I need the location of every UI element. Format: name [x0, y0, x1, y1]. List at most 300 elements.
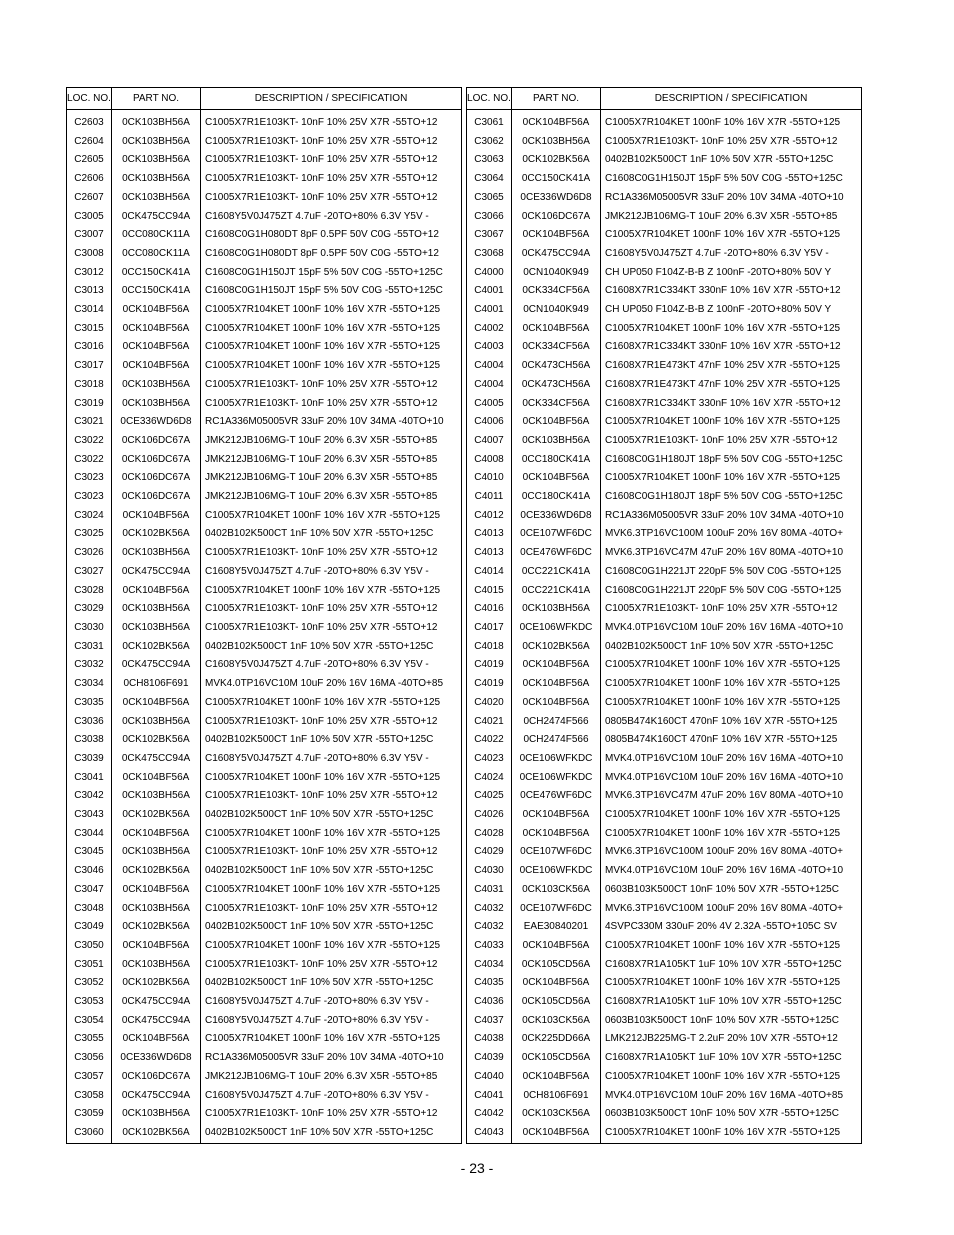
- part-no-cell: 0CE107WF6DC: [512, 525, 601, 544]
- part-no-cell: 0CK103BH56A: [112, 170, 201, 189]
- description-cell: C1005X7R1E103KT- 10nF 10% 25V X7R -55TO+12: [605, 135, 838, 147]
- table-row: [467, 974, 861, 993]
- part-no-cell: 0CH8106F691: [512, 1087, 601, 1106]
- loc-no-cell: C3057: [67, 1068, 112, 1087]
- part-no-cell: 0CK475CC94A: [112, 656, 201, 675]
- loc-no-cell: C4010: [467, 469, 512, 488]
- loc-no-cell: C4000: [467, 264, 512, 283]
- part-no-cell: 0CK104BF56A: [112, 301, 201, 320]
- description-cell: C1005X7R1E103KT- 10nF 10% 25V X7R -55TO+12: [605, 434, 838, 446]
- part-no-cell: 0CK103BH56A: [112, 133, 201, 152]
- table-row: [67, 843, 461, 862]
- description-cell: C1608X7R1C334KT 330nF 10% 16V X7R -55TO+12: [605, 341, 841, 353]
- table-row: [467, 507, 861, 526]
- table-row: [467, 806, 861, 825]
- description-cell: C1608C0G1H150JT 15pF 5% 50V C0G -55TO+125C: [205, 285, 443, 297]
- part-no-cell: 0CK103BH56A: [112, 713, 201, 732]
- description-cell: JMK212JB106MG-T 10uF 20% 6.3V X5R -55TO+85: [205, 1070, 438, 1082]
- loc-no-cell: C4022: [467, 731, 512, 750]
- description-cell: 0402B102K500CT 1nF 10% 50V X7R -55TO+125C: [205, 977, 434, 989]
- table-row: [67, 413, 461, 432]
- loc-no-cell: C4030: [467, 862, 512, 881]
- description-cell: 4SVPC330M 330uF 20% 4V 2.32A -55TO+105C SV: [605, 921, 837, 933]
- part-no-cell: 0CK225DD66A: [512, 1030, 601, 1049]
- table-row: [67, 825, 461, 844]
- description-cell: C1005X7R104KET 100nF 10% 16V X7R -55TO+125: [205, 304, 441, 316]
- part-no-cell: 0CK104BF56A: [112, 507, 201, 526]
- table-row: [467, 301, 861, 320]
- loc-no-cell: C3067: [467, 226, 512, 245]
- loc-no-cell: C3012: [67, 264, 112, 283]
- loc-no-cell: C4013: [467, 544, 512, 563]
- table-row: [67, 582, 461, 601]
- table-row: [67, 301, 461, 320]
- table-row: [467, 563, 861, 582]
- table-row: [67, 226, 461, 245]
- loc-no-cell: C3005: [67, 208, 112, 227]
- description-cell: C1005X7R104KET 100nF 10% 16V X7R -55TO+125: [605, 678, 841, 690]
- description-cell: C1005X7R104KET 100nF 10% 16V X7R -55TO+125: [205, 341, 441, 353]
- table-row: [67, 956, 461, 975]
- loc-no-cell: C3061: [467, 110, 512, 133]
- part-no-cell: 0CK104BF56A: [512, 320, 601, 339]
- loc-no-cell: C3027: [67, 563, 112, 582]
- description-cell: MVK4.0TP16VC10M 10uF 20% 16V 16MA -40TO+10: [605, 621, 844, 633]
- description-cell: MVK4.0TP16VC10M 10uF 20% 16V 16MA -40TO+10: [605, 771, 844, 783]
- part-no-cell: 0CK104BF56A: [112, 582, 201, 601]
- part-no-cell: 0CE476WF6DC: [512, 787, 601, 806]
- description-cell: 0402B102K500CT 1nF 10% 50V X7R -55TO+125C: [605, 640, 834, 652]
- table-row: [67, 451, 461, 470]
- loc-no-cell: C3046: [67, 862, 112, 881]
- table-row: [467, 264, 861, 283]
- table-body-left: [67, 110, 461, 1143]
- loc-no-cell: C4003: [467, 338, 512, 357]
- loc-no-cell: C4032: [467, 900, 512, 919]
- loc-no-cell: C4002: [467, 320, 512, 339]
- part-no-cell: 0CK102BK56A: [112, 974, 201, 993]
- table-row: [467, 488, 861, 507]
- part-no-cell: 0CK102BK56A: [112, 806, 201, 825]
- loc-no-cell: C4019: [467, 656, 512, 675]
- description-cell: C1005X7R104KET 100nF 10% 16V X7R -55TO+125: [205, 360, 441, 372]
- part-no-cell: 0CK105CD56A: [512, 956, 601, 975]
- description-cell: C1005X7R1E103KT- 10nF 10% 25V X7R -55TO+12: [205, 397, 438, 409]
- loc-no-cell: C3014: [67, 301, 112, 320]
- table-row: [467, 713, 861, 732]
- table-row: [67, 787, 461, 806]
- description-cell: C1608Y5V0J475ZT 4.7uF -20TO+80% 6.3V Y5V -: [205, 996, 429, 1008]
- loc-no-cell: C3015: [67, 320, 112, 339]
- table-row: [467, 1068, 861, 1087]
- loc-no-cell: C3039: [67, 750, 112, 769]
- part-no-cell: 0CK334CF56A: [512, 282, 601, 301]
- description-cell: C1608Y5V0J475ZT 4.7uF -20TO+80% 6.3V Y5V -: [205, 210, 429, 222]
- loc-no-cell: C3021: [67, 413, 112, 432]
- loc-no-cell: C4023: [467, 750, 512, 769]
- part-no-cell: 0CC080CK11A: [112, 245, 201, 264]
- table-row: [467, 993, 861, 1012]
- loc-no-cell: C3031: [67, 638, 112, 657]
- loc-no-cell: C3059: [67, 1105, 112, 1124]
- part-no-cell: 0CK104BF56A: [512, 110, 601, 133]
- description-cell: C1608Y5V0J475ZT 4.7uF -20TO+80% 6.3V Y5V -: [605, 247, 829, 259]
- part-no-cell: 0CK104BF56A: [112, 769, 201, 788]
- loc-no-cell: C4042: [467, 1105, 512, 1124]
- table-row: [67, 151, 461, 170]
- description-cell: C1608C0G1H221JT 220pF 5% 50V C0G -55TO+125: [605, 565, 842, 577]
- part-no-cell: 0CK104BF56A: [512, 937, 601, 956]
- part-no-cell: 0CK104BF56A: [112, 338, 201, 357]
- table-body-right: [467, 110, 861, 1143]
- part-no-cell: 0CK104BF56A: [512, 675, 601, 694]
- description-cell: C1005X7R104KET 100nF 10% 16V X7R -55TO+125: [205, 1033, 441, 1045]
- description-cell: MVK4.0TP16VC10M 10uF 20% 16V 16MA -40TO+85: [205, 678, 444, 690]
- description-cell: JMK212JB106MG-T 10uF 20% 6.3V X5R -55TO+85: [205, 453, 438, 465]
- part-no-cell: 0CC221CK41A: [512, 582, 601, 601]
- table-row: [467, 619, 861, 638]
- table-row: [67, 750, 461, 769]
- description-cell: 0402B102K500CT 1nF 10% 50V X7R -55TO+125C: [205, 921, 434, 933]
- loc-no-cell: C3023: [67, 469, 112, 488]
- description-cell: C1005X7R104KET 100nF 10% 16V X7R -55TO+125: [205, 584, 441, 596]
- loc-no-cell: C3054: [67, 1012, 112, 1031]
- table-row: [467, 1012, 861, 1031]
- part-no-cell: 0CE336WD6D8: [512, 507, 601, 526]
- description-cell: C1005X7R104KET 100nF 10% 16V X7R -55TO+125: [205, 509, 441, 521]
- part-no-cell: 0CK103BH56A: [112, 151, 201, 170]
- description-cell: C1005X7R104KET 100nF 10% 16V X7R -55TO+125: [605, 229, 841, 241]
- table-row: [467, 937, 861, 956]
- table-row: [467, 226, 861, 245]
- loc-no-cell: C4016: [467, 600, 512, 619]
- part-no-cell: 0CC150CK41A: [112, 264, 201, 283]
- table-row: [467, 320, 861, 339]
- part-no-cell: 0CK104BF56A: [512, 974, 601, 993]
- part-no-cell: 0CC180CK41A: [512, 451, 601, 470]
- description-cell: JMK212JB106MG-T 10uF 20% 6.3V X5R -55TO+85: [205, 434, 438, 446]
- part-no-cell: 0CE106WFKDC: [512, 619, 601, 638]
- loc-no-cell: C3028: [67, 582, 112, 601]
- part-no-cell: 0CK106DC67A: [112, 488, 201, 507]
- description-cell: 0603B103K500CT 10nF 10% 50V X7R -55TO+125C: [605, 1014, 839, 1026]
- part-no-cell: 0CK473CH56A: [512, 357, 601, 376]
- part-no-cell: 0CE107WF6DC: [512, 900, 601, 919]
- description-cell: C1608C0G1H221JT 220pF 5% 50V C0G -55TO+125: [605, 584, 842, 596]
- table-row: [467, 170, 861, 189]
- description-cell: LMK212JB225MG-T 2.2uF 20% 10V X7R -55TO+12: [605, 1033, 838, 1045]
- description-cell: 0805B474K160CT 470nF 10% 16V X7R -55TO+125: [605, 715, 838, 727]
- loc-no-cell: C3051: [67, 956, 112, 975]
- part-no-cell: 0CK475CC94A: [112, 208, 201, 227]
- description-cell: C1005X7R1E103KT- 10nF 10% 25V X7R -55TO+12: [205, 173, 438, 185]
- loc-no-cell: C4018: [467, 638, 512, 657]
- loc-no-cell: C3036: [67, 713, 112, 732]
- loc-no-cell: C4021: [467, 713, 512, 732]
- loc-no-cell: C4041: [467, 1087, 512, 1106]
- loc-no-cell: C4028: [467, 825, 512, 844]
- part-no-cell: 0CE336WD6D8: [512, 189, 601, 208]
- part-no-cell: 0CK334CF56A: [512, 338, 601, 357]
- table-row: [467, 432, 861, 451]
- table-row: [67, 563, 461, 582]
- description-cell: MVK6.3TP16VC100M 100uF 20% 16V 80MA -40TO+: [605, 846, 844, 858]
- table-row: [67, 488, 461, 507]
- loc-no-cell: C3030: [67, 619, 112, 638]
- part-no-cell: 0CK475CC94A: [112, 563, 201, 582]
- part-no-cell: 0CK104BF56A: [512, 825, 601, 844]
- part-no-cell: 0CE106WFKDC: [512, 862, 601, 881]
- part-no-cell: 0CK103BH56A: [112, 544, 201, 563]
- loc-no-cell: C3019: [67, 395, 112, 414]
- part-no-cell: 0CK103BH56A: [112, 600, 201, 619]
- loc-no-cell: C3016: [67, 338, 112, 357]
- table-row: [67, 937, 461, 956]
- description-cell: C1005X7R104KET 100nF 10% 16V X7R -55TO+125: [205, 883, 441, 895]
- table-header-row: [467, 88, 861, 110]
- loc-no-cell: C3022: [67, 432, 112, 451]
- loc-no-cell: C3050: [67, 937, 112, 956]
- table-row: [467, 1087, 861, 1106]
- description-cell: C1005X7R104KET 100nF 10% 16V X7R -55TO+125: [605, 472, 841, 484]
- description-cell: C1608C0G1H150JT 15pF 5% 50V C0G -55TO+125C: [605, 173, 843, 185]
- header-part-no: PART NO.: [112, 88, 201, 110]
- description-cell: 0402B102K500CT 1nF 10% 50V X7R -55TO+125C: [205, 809, 434, 821]
- loc-no-cell: C4035: [467, 974, 512, 993]
- description-cell: C1608C0G1H150JT 15pF 5% 50V C0G -55TO+125C: [205, 266, 443, 278]
- part-no-cell: 0CK104BF56A: [512, 694, 601, 713]
- header-description: DESCRIPTION / SPECIFICATION: [201, 88, 462, 110]
- table-row: [67, 1105, 461, 1124]
- description-cell: 0402B102K500CT 1nF 10% 50V X7R -55TO+125C: [205, 1126, 434, 1138]
- table-row: [467, 881, 861, 900]
- loc-no-cell: C4004: [467, 376, 512, 395]
- loc-no-cell: C3023: [67, 488, 112, 507]
- description-cell: C1005X7R104KET 100nF 10% 16V X7R -55TO+125: [605, 117, 841, 128]
- description-cell: RC1A336M05005VR 33uF 20% 10V 34MA -40TO+10: [205, 416, 444, 428]
- loc-no-cell: C4006: [467, 413, 512, 432]
- table-row: [467, 1049, 861, 1068]
- loc-no-cell: C3038: [67, 731, 112, 750]
- description-cell: C1005X7R104KET 100nF 10% 16V X7R -55TO+125: [605, 827, 841, 839]
- table-row: [67, 881, 461, 900]
- part-no-cell: 0CK105CD56A: [512, 1049, 601, 1068]
- table-row: [67, 993, 461, 1012]
- table-row: [67, 525, 461, 544]
- part-no-cell: 0CK334CF56A: [512, 395, 601, 414]
- part-no-cell: 0CK104BF56A: [512, 413, 601, 432]
- part-no-cell: 0CC221CK41A: [512, 563, 601, 582]
- loc-no-cell: C2605: [67, 151, 112, 170]
- loc-no-cell: C4012: [467, 507, 512, 526]
- table-row: [67, 110, 461, 133]
- table-row: [67, 208, 461, 227]
- part-no-cell: 0CK105CD56A: [512, 993, 601, 1012]
- loc-no-cell: C4015: [467, 582, 512, 601]
- loc-no-cell: C4004: [467, 357, 512, 376]
- table-row: [467, 413, 861, 432]
- table-row: [67, 245, 461, 264]
- description-cell: C1005X7R1E103KT- 10nF 10% 25V X7R -55TO+12: [205, 191, 438, 203]
- description-cell: RC1A336M05005VR 33uF 20% 10V 34MA -40TO+10: [205, 1052, 444, 1064]
- loc-no-cell: C4025: [467, 787, 512, 806]
- table-row: [67, 769, 461, 788]
- part-no-cell: 0CK103BH56A: [112, 900, 201, 919]
- page-number: - 23 -: [460, 1160, 494, 1176]
- table-row: [467, 208, 861, 227]
- loc-no-cell: C4008: [467, 451, 512, 470]
- table-row: [67, 713, 461, 732]
- description-cell: JMK212JB106MG-T 10uF 20% 6.3V X5R -55TO+85: [205, 491, 438, 503]
- description-cell: MVK6.3TP16VC47M 47uF 20% 16V 80MA -40TO+10: [605, 547, 844, 559]
- part-no-cell: 0CK475CC94A: [112, 1012, 201, 1031]
- table-row: [467, 582, 861, 601]
- description-cell: C1005X7R1E103KT- 10nF 10% 25V X7R -55TO+12: [205, 715, 438, 727]
- loc-no-cell: C3066: [467, 208, 512, 227]
- part-no-cell: 0CK106DC67A: [512, 208, 601, 227]
- part-no-cell: 0CK103BH56A: [112, 619, 201, 638]
- loc-no-cell: C4039: [467, 1049, 512, 1068]
- part-no-cell: 0CK106DC67A: [112, 469, 201, 488]
- description-cell: C1608X7R1C334KT 330nF 10% 16V X7R -55TO+12: [605, 397, 841, 409]
- description-cell: RC1A336M05005VR 33uF 20% 10V 34MA -40TO+10: [605, 509, 844, 521]
- loc-no-cell: C3042: [67, 787, 112, 806]
- description-cell: C1005X7R1E103KT- 10nF 10% 25V X7R -55TO+12: [605, 603, 838, 615]
- part-no-cell: 0CK475CC94A: [112, 1087, 201, 1106]
- loc-no-cell: C3062: [467, 133, 512, 152]
- table-row: [67, 320, 461, 339]
- description-cell: JMK212JB106MG-T 10uF 20% 6.3V X5R -55TO+85: [605, 210, 838, 222]
- table-row: [467, 787, 861, 806]
- table-row: [467, 675, 861, 694]
- table-row: [467, 825, 861, 844]
- description-cell: C1608Y5V0J475ZT 4.7uF -20TO+80% 6.3V Y5V -: [205, 659, 429, 671]
- loc-no-cell: C4036: [467, 993, 512, 1012]
- loc-no-cell: C3052: [67, 974, 112, 993]
- description-cell: C1608C0G1H080DT 8pF 0.5PF 50V C0G -55TO+12: [205, 229, 439, 241]
- part-no-cell: 0CK473CH56A: [512, 376, 601, 395]
- loc-no-cell: C3065: [467, 189, 512, 208]
- table-row: [67, 469, 461, 488]
- table-row: [67, 189, 461, 208]
- table-row: [467, 1124, 861, 1143]
- description-cell: MVK6.3TP16VC100M 100uF 20% 16V 80MA -40TO+: [605, 528, 844, 540]
- loc-no-cell: C4031: [467, 881, 512, 900]
- loc-no-cell: C4024: [467, 769, 512, 788]
- part-no-cell: 0CK103BH56A: [512, 600, 601, 619]
- part-no-cell: 0CK103BH56A: [112, 843, 201, 862]
- table-row: [467, 133, 861, 152]
- header-description: DESCRIPTION / SPECIFICATION: [601, 88, 862, 110]
- table-row: [467, 1030, 861, 1049]
- description-cell: C1005X7R104KET 100nF 10% 16V X7R -55TO+125: [205, 696, 441, 708]
- table-row: [467, 600, 861, 619]
- description-cell: RC1A336M05005VR 33uF 20% 10V 34MA -40TO+10: [605, 191, 844, 203]
- part-no-cell: 0CK104BF56A: [512, 656, 601, 675]
- part-no-cell: 0CN1040K949: [512, 264, 601, 283]
- loc-no-cell: C2603: [67, 110, 112, 133]
- part-no-cell: 0CK104BF56A: [112, 937, 201, 956]
- part-no-cell: 0CK103BH56A: [512, 133, 601, 152]
- description-cell: CH UP050 F104Z-B-B Z 100nF -20TO+80% 50V Y: [605, 266, 832, 278]
- description-cell: 0805B474K160CT 470nF 10% 16V X7R -55TO+125: [605, 734, 838, 746]
- description-cell: C1005X7R104KET 100nF 10% 16V X7R -55TO+125: [605, 809, 841, 821]
- table-row: [467, 918, 861, 937]
- part-no-cell: 0CH2474F566: [512, 713, 601, 732]
- part-no-cell: 0CK103BH56A: [112, 189, 201, 208]
- table-row: [67, 1087, 461, 1106]
- description-cell: C1005X7R1E103KT- 10nF 10% 25V X7R -55TO+12: [205, 154, 438, 166]
- part-no-cell: 0CC150CK41A: [112, 282, 201, 301]
- part-no-cell: 0CK475CC94A: [112, 750, 201, 769]
- table-row: [67, 1012, 461, 1031]
- part-no-cell: 0CK104BF56A: [512, 226, 601, 245]
- loc-no-cell: C2607: [67, 189, 112, 208]
- loc-no-cell: C4001: [467, 301, 512, 320]
- parts-table-right: [466, 87, 862, 1144]
- table-row: [67, 338, 461, 357]
- loc-no-cell: C3008: [67, 245, 112, 264]
- part-no-cell: 0CE336WD6D8: [112, 413, 201, 432]
- description-cell: C1005X7R1E103KT- 10nF 10% 25V X7R -55TO+12: [205, 135, 438, 147]
- table-row: [467, 862, 861, 881]
- description-cell: C1608Y5V0J475ZT 4.7uF -20TO+80% 6.3V Y5V -: [205, 1014, 429, 1026]
- table-row: [67, 357, 461, 376]
- loc-no-cell: C3049: [67, 918, 112, 937]
- description-cell: C1005X7R1E103KT- 10nF 10% 25V X7R -55TO+12: [205, 603, 438, 615]
- loc-no-cell: C3058: [67, 1087, 112, 1106]
- table-row: [467, 769, 861, 788]
- part-no-cell: 0CK106DC67A: [112, 1068, 201, 1087]
- loc-no-cell: C3047: [67, 881, 112, 900]
- part-no-cell: 0CK103BH56A: [112, 787, 201, 806]
- description-cell: 0402B102K500CT 1nF 10% 50V X7R -55TO+125C: [205, 640, 434, 652]
- loc-no-cell: C3022: [67, 451, 112, 470]
- loc-no-cell: C2606: [67, 170, 112, 189]
- description-cell: 0603B103K500CT 10nF 10% 50V X7R -55TO+125C: [605, 1108, 839, 1120]
- part-no-cell: EAE30840201: [512, 918, 601, 937]
- description-cell: C1608Y5V0J475ZT 4.7uF -20TO+80% 6.3V Y5V -: [205, 1089, 429, 1101]
- part-no-cell: 0CK102BK56A: [512, 638, 601, 657]
- parts-table-left: [66, 87, 462, 1144]
- loc-no-cell: C4005: [467, 395, 512, 414]
- loc-no-cell: C3044: [67, 825, 112, 844]
- loc-no-cell: C3068: [467, 245, 512, 264]
- part-no-cell: 0CE336WD6D8: [112, 1049, 201, 1068]
- part-no-cell: 0CK475CC94A: [112, 993, 201, 1012]
- description-cell: C1005X7R1E103KT- 10nF 10% 25V X7R -55TO+12: [205, 1108, 438, 1120]
- part-no-cell: 0CH8106F691: [112, 675, 201, 694]
- table-row: [67, 507, 461, 526]
- loc-no-cell: C3032: [67, 656, 112, 675]
- table-row: [67, 376, 461, 395]
- loc-no-cell: C4037: [467, 1012, 512, 1031]
- description-cell: C1005X7R1E103KT- 10nF 10% 25V X7R -55TO+12: [205, 378, 438, 390]
- description-cell: C1005X7R104KET 100nF 10% 16V X7R -55TO+125: [605, 696, 841, 708]
- part-no-cell: 0CK103CK56A: [512, 1105, 601, 1124]
- part-no-cell: 0CK475CC94A: [512, 245, 601, 264]
- loc-no-cell: C3063: [467, 151, 512, 170]
- table-row: [467, 656, 861, 675]
- description-cell: C1608Y5V0J475ZT 4.7uF -20TO+80% 6.3V Y5V -: [205, 752, 429, 764]
- part-no-cell: 0CK103BH56A: [112, 1105, 201, 1124]
- description-cell: C1005X7R104KET 100nF 10% 16V X7R -55TO+125: [205, 939, 441, 951]
- loc-no-cell: C3048: [67, 900, 112, 919]
- description-cell: C1005X7R104KET 100nF 10% 16V X7R -55TO+125: [605, 659, 841, 671]
- table-row: [67, 264, 461, 283]
- loc-no-cell: C4019: [467, 675, 512, 694]
- description-cell: CH UP050 F104Z-B-B Z 100nF -20TO+80% 50V Y: [605, 304, 832, 316]
